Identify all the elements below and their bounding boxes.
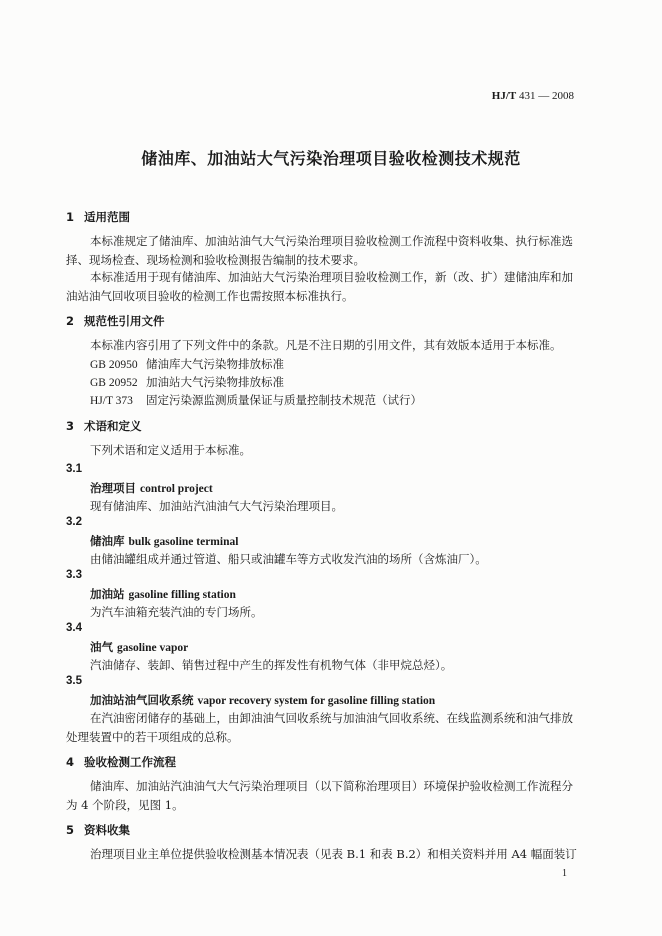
paragraph-line: 本标准适用于现有储油库、加油站大气污染治理项目验收检测工作，新（改、扩）建储油库和加 xyxy=(90,270,573,284)
reference-name: 加油站大气污染物排放标准 xyxy=(146,375,284,389)
document-title: 储油库、加油站大气污染治理项目验收检测技术规范 xyxy=(141,149,521,168)
standard-prefix: HJ/T xyxy=(491,90,517,102)
term-heading xyxy=(90,639,188,655)
clause-number: 3.4 xyxy=(66,622,82,634)
clause-number: 3.5 xyxy=(66,675,82,687)
standard-code: 431 — 2008 xyxy=(519,90,574,102)
term-cn: 加油站油气回收系统 xyxy=(90,693,194,707)
section-number: 5 xyxy=(66,823,75,837)
section-5-heading xyxy=(66,822,130,838)
section-title: 适用范围 xyxy=(84,210,130,224)
paragraph-line: 下列术语和定义适用于本标准。 xyxy=(90,443,251,457)
paragraph-line: 本标准内容引用了下列文件中的条款。凡是不注日期的引用文件，其有效版本适用于本标准。 xyxy=(90,338,562,352)
section-3-heading xyxy=(66,418,142,434)
term-definition: 汽油储存、装卸、销售过程中产生的挥发性有机物气体（非甲烷总烃）。 xyxy=(90,658,453,672)
paragraph-line: 本标准规定了储油库、加油站油气大气污染治理项目验收检测工作流程中资料收集、执行标准选 xyxy=(90,234,573,248)
section-4-heading xyxy=(66,754,176,770)
clause-number: 3.2 xyxy=(66,516,82,528)
term-en: vapor recovery system for gasoline filling station xyxy=(197,695,436,707)
term-definition: 处理装置中的若干项组成的总称。 xyxy=(66,730,239,744)
term-definition: 由储油罐组成并通过管道、船只或油罐车等方式收发汽油的场所（含炼油厂）。 xyxy=(90,552,487,566)
term-cn: 油气 xyxy=(90,640,113,654)
term-cn: 储油库 xyxy=(90,534,125,548)
term-definition: 现有储油库、加油站汽油油气大气污染治理项目。 xyxy=(90,499,343,513)
section-title: 规范性引用文件 xyxy=(84,314,165,328)
reference-item xyxy=(90,392,422,408)
reference-item xyxy=(90,374,284,390)
clause-number: 3.1 xyxy=(66,463,82,475)
term-en: gasoline vapor xyxy=(117,642,189,654)
term-cn: 治理项目 xyxy=(90,481,136,495)
section-number: 1 xyxy=(66,210,75,224)
section-number: 3 xyxy=(66,419,75,433)
reference-name: 固定污染源监测质量保证与质量控制技术规范（试行） xyxy=(146,393,422,407)
reference-item xyxy=(90,356,284,372)
section-2-heading xyxy=(66,313,165,329)
term-heading xyxy=(90,692,435,708)
paragraph-line: 为 4 个阶段，见图 1。 xyxy=(66,798,184,812)
paragraph-line: 油站油气回收项目验收的检测工作也需按照本标准执行。 xyxy=(66,289,354,303)
reference-code: HJ/T 373 xyxy=(90,395,133,407)
term-heading xyxy=(90,533,238,549)
term-definition: 为汽车油箱充装汽油的专门场所。 xyxy=(90,605,263,619)
paragraph-line: 治理项目业主单位提供验收检测基本情况表（见表 B.1 和表 B.2）和相关资料并用 A4 幅面装订 xyxy=(90,847,577,861)
section-title: 资料收集 xyxy=(84,823,130,837)
reference-code: GB 20952 xyxy=(90,377,138,389)
term-definition: 在汽油密闭储存的基础上，由卸油油气回收系统与加油油气回收系统、在线监测系统和油气排放 xyxy=(90,711,573,725)
paragraph-line: 储油库、加油站汽油油气大气污染治理项目（以下简称治理项目）环境保护验收检测工作流程分 xyxy=(90,779,573,793)
section-title: 术语和定义 xyxy=(84,419,142,433)
reference-code: GB 20950 xyxy=(90,359,138,371)
section-number: 2 xyxy=(66,314,75,328)
page-number: 1 xyxy=(562,868,567,879)
term-en: control project xyxy=(140,483,213,495)
paragraph-line: 择、现场检查、现场检测和验收检测报告编制的技术要求。 xyxy=(66,253,365,267)
term-en: bulk gasoline terminal xyxy=(128,536,239,548)
term-cn: 加油站 xyxy=(90,587,125,601)
reference-name: 储油库大气污染物排放标准 xyxy=(146,357,284,371)
section-1-heading xyxy=(66,209,130,225)
standard-number xyxy=(492,90,574,102)
section-number: 4 xyxy=(66,755,75,769)
term-en: gasoline filling station xyxy=(128,589,236,601)
term-heading xyxy=(90,586,236,602)
term-heading xyxy=(90,480,213,496)
clause-number: 3.3 xyxy=(66,569,82,581)
section-title: 验收检测工作流程 xyxy=(84,755,176,769)
